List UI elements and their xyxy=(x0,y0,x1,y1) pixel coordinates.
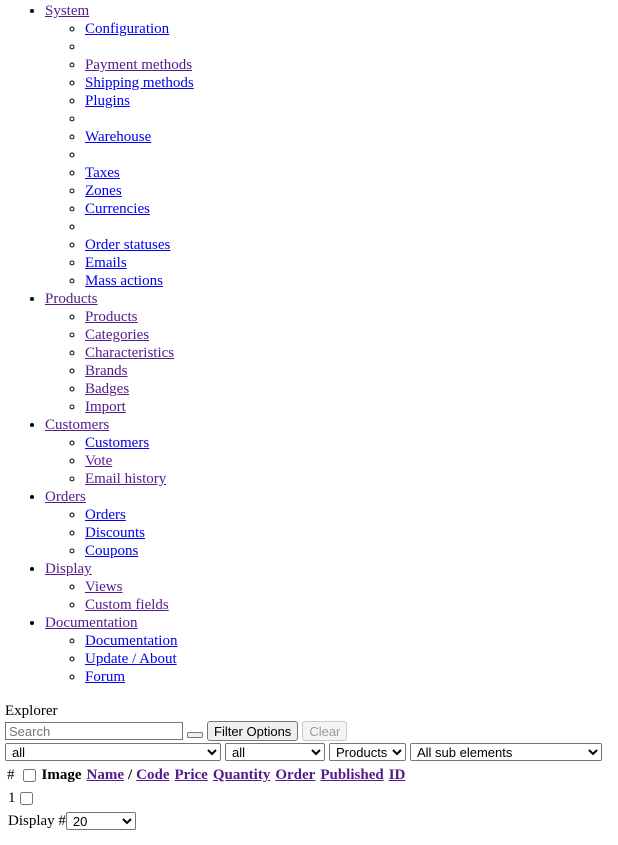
submenu-item xyxy=(85,146,194,164)
submenu-item xyxy=(85,164,194,182)
submenu xyxy=(45,308,194,416)
submenu-item xyxy=(85,128,194,146)
submenu-item xyxy=(85,506,194,524)
explorer-title: Explorer xyxy=(5,703,58,719)
submenu-link[interactable]: Email history xyxy=(85,471,167,487)
submenu-link[interactable]: Mass actions xyxy=(85,273,163,289)
menu-section xyxy=(45,2,194,290)
menu-section xyxy=(45,416,194,488)
submenu-link[interactable]: Order statuses xyxy=(85,237,171,253)
filter-select-2[interactable] xyxy=(225,743,325,761)
submenu xyxy=(45,578,194,614)
submenu-link[interactable]: Discounts xyxy=(85,525,145,541)
submenu-link[interactable]: Payment methods xyxy=(85,57,193,73)
submenu-item xyxy=(85,326,194,344)
menu-section-link[interactable]: Display xyxy=(45,561,92,577)
submenu-item xyxy=(85,632,194,650)
row-checkbox[interactable] xyxy=(20,792,33,805)
filter-row xyxy=(5,742,615,761)
submenu-item xyxy=(85,182,194,200)
submenu-item xyxy=(85,398,194,416)
submenu-link[interactable]: Products xyxy=(85,309,138,325)
submenu-item xyxy=(85,92,194,110)
column-hash: # xyxy=(7,767,15,783)
filter-options-button[interactable]: Filter Options xyxy=(207,721,298,741)
submenu-link[interactable]: Warehouse xyxy=(85,129,152,145)
submenu-link[interactable]: Update / About xyxy=(85,651,177,667)
select-all-checkbox[interactable] xyxy=(23,769,36,782)
table-row xyxy=(5,788,615,808)
submenu-link[interactable]: Configuration xyxy=(85,21,170,37)
menu-section xyxy=(45,560,194,614)
menu-section-link[interactable]: System xyxy=(45,3,90,19)
column-published-sort[interactable]: Published xyxy=(320,767,384,783)
search-toolbar xyxy=(5,721,615,741)
submenu-item xyxy=(85,254,194,272)
submenu-link[interactable]: Characteristics xyxy=(85,345,175,361)
menu-section xyxy=(45,290,194,416)
submenu-item xyxy=(85,56,194,74)
submenu-item xyxy=(85,452,194,470)
display-count-select[interactable] xyxy=(66,812,136,830)
submenu-item xyxy=(85,110,194,128)
submenu-item xyxy=(85,344,194,362)
submenu-link[interactable]: Badges xyxy=(85,381,130,397)
submenu-item xyxy=(85,236,194,254)
submenu-item xyxy=(85,434,194,452)
submenu-link[interactable]: Views xyxy=(85,579,123,595)
submenu-item xyxy=(85,524,194,542)
submenu xyxy=(45,632,194,686)
column-quantity-sort[interactable]: Quantity xyxy=(212,767,271,783)
filter-select-1[interactable] xyxy=(5,743,221,761)
submenu-item xyxy=(85,272,194,290)
submenu-link[interactable]: Forum xyxy=(85,669,126,685)
menu-section xyxy=(45,488,194,560)
menu-section-link[interactable]: Orders xyxy=(45,489,86,505)
menu-section-link[interactable]: Customers xyxy=(45,417,110,433)
display-label: Display # xyxy=(8,813,66,829)
submenu-link[interactable]: Import xyxy=(85,399,126,415)
submenu xyxy=(45,506,194,560)
submenu xyxy=(45,434,194,488)
submenu-item xyxy=(85,38,194,56)
product-explorer xyxy=(5,702,615,831)
column-id-sort[interactable]: ID xyxy=(388,767,406,783)
submenu-item xyxy=(85,308,194,326)
submenu-link[interactable]: Shipping methods xyxy=(85,75,194,91)
submenu-link[interactable]: Plugins xyxy=(85,93,131,109)
submenu-link[interactable]: Emails xyxy=(85,255,127,271)
sub-elements-select[interactable] xyxy=(410,743,602,761)
admin-menu xyxy=(0,2,194,686)
submenu-link[interactable]: Brands xyxy=(85,363,128,379)
submenu-link[interactable]: Categories xyxy=(85,327,150,343)
submenu-link[interactable]: Taxes xyxy=(85,165,120,181)
submenu-link[interactable]: Zones xyxy=(85,183,122,199)
pagination-display xyxy=(5,811,615,831)
menu-section-link[interactable]: Documentation xyxy=(45,615,138,631)
column-separator: / xyxy=(128,767,133,783)
submenu-link[interactable]: Orders xyxy=(85,507,126,523)
submenu-link[interactable]: Documentation xyxy=(85,633,178,649)
menu-section-link[interactable]: Products xyxy=(45,291,98,307)
column-code-sort[interactable]: Code xyxy=(136,767,170,783)
submenu-item xyxy=(85,542,194,560)
table-header xyxy=(5,765,615,785)
row-number: 1 xyxy=(8,790,16,806)
search-reset-button[interactable] xyxy=(187,732,203,738)
type-select[interactable] xyxy=(329,743,406,761)
submenu-link[interactable]: Currencies xyxy=(85,201,150,217)
submenu-item xyxy=(85,470,194,488)
submenu-item xyxy=(85,650,194,668)
column-order-sort[interactable]: Order xyxy=(275,767,316,783)
submenu xyxy=(45,20,194,290)
column-name-sort[interactable]: Name xyxy=(86,767,124,783)
submenu-link[interactable]: Coupons xyxy=(85,543,139,559)
menu-section xyxy=(45,614,194,686)
clear-button[interactable]: Clear xyxy=(302,721,347,741)
submenu-item xyxy=(85,200,194,218)
submenu-item xyxy=(85,380,194,398)
column-price-sort[interactable]: Price xyxy=(174,767,208,783)
submenu-item xyxy=(85,218,194,236)
submenu-item xyxy=(85,596,194,614)
submenu-item xyxy=(85,74,194,92)
submenu-link[interactable]: Custom fields xyxy=(85,597,169,613)
submenu-item xyxy=(85,578,194,596)
search-input[interactable] xyxy=(5,722,183,740)
submenu-item xyxy=(85,362,194,380)
submenu-link[interactable]: Customers xyxy=(85,435,150,451)
submenu-item xyxy=(85,668,194,686)
submenu-link[interactable]: Vote xyxy=(85,453,113,469)
column-image: Image xyxy=(41,767,82,783)
submenu-item xyxy=(85,20,194,38)
